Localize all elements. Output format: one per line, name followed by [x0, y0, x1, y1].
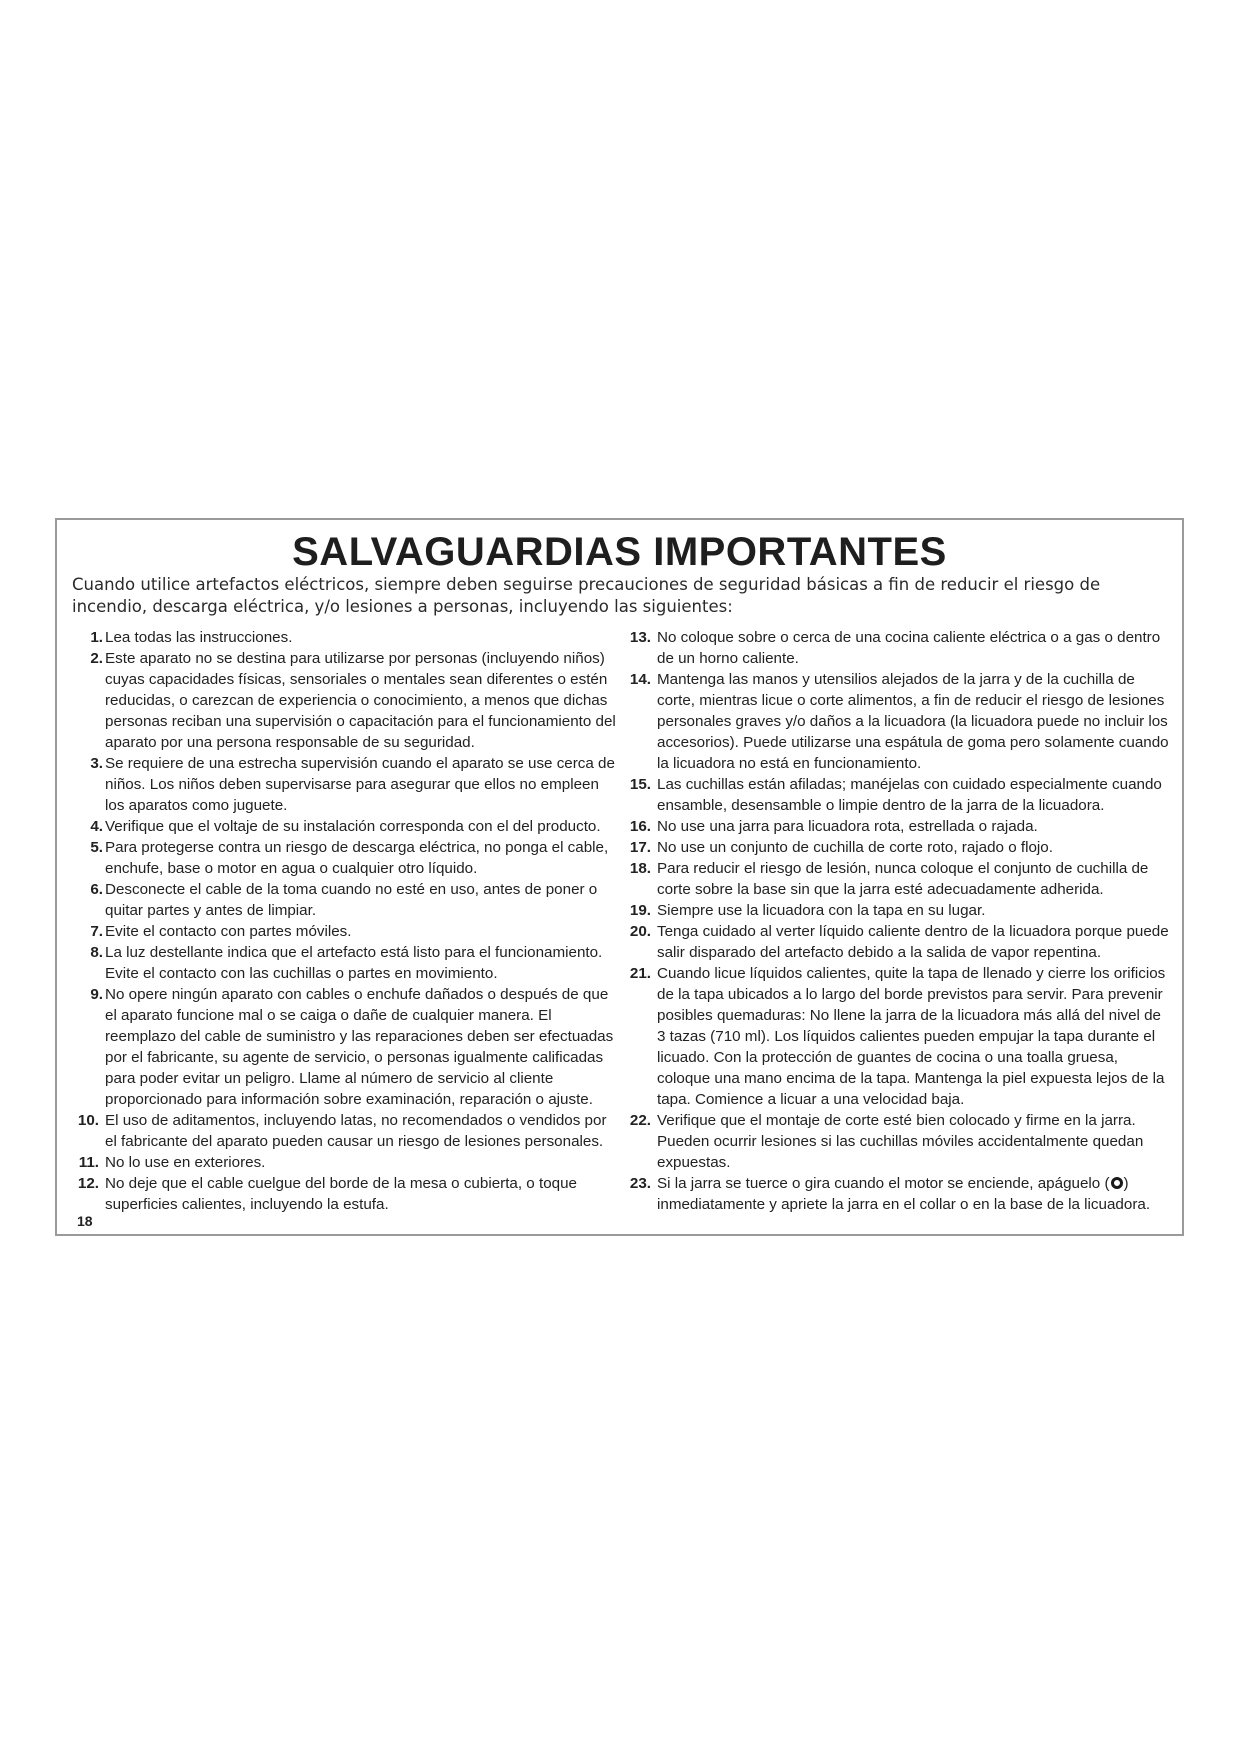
- item-text: La luz destellante indica que el artefacto está listo para el funcionamiento. Evite el contacto con las cuchillas o partes en movimiento.: [105, 944, 603, 982]
- list-item-6: [79, 879, 617, 921]
- item-text: Para protegerse contra un riesgo de descarga eléctrica, no ponga el cable, enchufe, base o motor en agua o cualquier otro líquido.: [105, 839, 609, 877]
- item-number: 17.: [629, 839, 651, 856]
- list-item-23: [631, 1173, 1171, 1215]
- list-item-3: [79, 753, 617, 816]
- left-instruction-list: [79, 627, 617, 1215]
- item-text: Verifique que el voltaje de su instalación corresponda con el del producto.: [105, 818, 601, 835]
- page-number: 18: [77, 1213, 93, 1229]
- item-number: 1.: [90, 629, 103, 646]
- list-item-20: [631, 921, 1171, 963]
- power-off-icon: [1111, 1177, 1123, 1189]
- item-text: Lea todas las instrucciones.: [105, 629, 293, 646]
- item-text: Desconecte el cable de la toma cuando no esté en uso, antes de poner o quitar partes y antes de limpiar.: [105, 881, 598, 919]
- item-text: No use una jarra para licuadora rota, estrellada o rajada.: [657, 818, 1038, 835]
- item-text: El uso de aditamentos, incluyendo latas, no recomendados o vendidos por el fabricante del aparato pueden causar un riesgo de lesiones personales.: [105, 1112, 607, 1150]
- item-number: 4.: [90, 818, 103, 835]
- item-text: Evite el contacto con partes móviles.: [105, 923, 352, 940]
- list-item-2: [79, 648, 617, 753]
- item-number: 22.: [629, 1112, 651, 1129]
- list-item-12: [79, 1173, 617, 1215]
- item-number: 13.: [629, 629, 651, 646]
- list-item-1: [79, 627, 617, 648]
- item-number: 7.: [90, 923, 103, 940]
- item-number: 15.: [629, 776, 651, 793]
- item-text: Se requiere de una estrecha supervisión cuando el aparato se use cerca de niños. Los niños deben supervisarse para asegurar que ellos no empleen los aparatos como juguete.: [105, 755, 615, 814]
- page-title: SALVAGUARDIAS IMPORTANTES: [292, 530, 947, 574]
- item-text: Mantenga las manos y utensilios alejados de la jarra y de la cuchilla de corte, mientras licue o corte alimentos, a fin de reducir el riesgo de lesiones personales graves y/o daños a la licuadora (la licuadora puede no incluir los accesorios). Puede utilizarse una espátula de goma pero solamente cuando la licuadora no está en funcionamiento.: [657, 671, 1169, 772]
- list-item-4: [79, 816, 617, 837]
- item-text: No use un conjunto de cuchilla de corte roto, rajado o flojo.: [657, 839, 1053, 856]
- item-text: Este aparato no se destina para utilizarse por personas (incluyendo niños) cuyas capacidades físicas, sensoriales o mentales sean diferentes o estén reducidas, o carezcan de experiencia o conocimiento, a menos que dichas personas reciban una supervisión o capacitación para el funcionamiento del aparato por una persona responsable de su seguridad.: [105, 650, 616, 751]
- item-number: 11.: [78, 1154, 99, 1171]
- item-text: Las cuchillas están afiladas; manéjelas con cuidado especialmente cuando ensamble, desensamble o limpie dentro de la jarra de la licuadora.: [657, 776, 1162, 814]
- item-number: 2.: [90, 650, 103, 667]
- item-text: Cuando licue líquidos calientes, quite la tapa de llenado y cierre los orificios de la tapa ubicados a lo largo del borde previstos para servir. Para prevenir posibles quemaduras: No llene la jarra de la licuadora más allá del nivel de 3 tazas (710 ml). Los líquidos calientes pueden empujar la tapa durante el licuado. Con la protección de guantes de cocina o una toalla gruesa, coloque una mano encima de la tapa. Mantenga la piel expuesta lejos de la tapa. Comience a licuar a una velocidad baja.: [657, 965, 1166, 1108]
- item-number: 10.: [77, 1112, 99, 1129]
- list-item-19: [631, 900, 1171, 921]
- item-number: 23.: [629, 1175, 651, 1192]
- item-number: 6.: [90, 881, 103, 898]
- item-text: No opere ningún aparato con cables o enchufe dañados o después de que el aparato funcione mal o se caiga o dañe de cualquier manera. El reemplazo del cable de suministro y las reparaciones deben ser efectuadas por el fabricante, su agente de servicio, o personas igualmente calificadas para poder evitar un peligro. Llame al número de servicio al cliente proporcionado para información sobre examinación, reparación o ajuste.: [105, 986, 614, 1108]
- list-item-22: [631, 1110, 1171, 1173]
- item-number: 12.: [77, 1175, 99, 1192]
- safeguards-panel: [55, 518, 1184, 1236]
- list-item-10: [79, 1110, 617, 1152]
- item-number: 18.: [629, 860, 651, 877]
- item-text-after: ) inmediatamente y apriete la jarra en el collar o en la base de la licuadora.: [657, 1175, 1151, 1213]
- item-text: No deje que el cable cuelgue del borde de la mesa o cubierta, o toque superficies calientes, incluyendo la estufa.: [105, 1175, 577, 1213]
- list-item-13: [631, 627, 1171, 669]
- list-item-8: [79, 942, 617, 984]
- item-text: Siempre use la licuadora con la tapa en su lugar.: [657, 902, 986, 919]
- item-number: 20.: [629, 923, 651, 940]
- intro-paragraph: Cuando utilice artefactos eléctricos, siempre deben seguirse precauciones de seguridad básicas a fin de reducir el riesgo de incendio, descarga eléctrica, y/o lesiones a personas, incluyendo las siguientes:: [72, 575, 1101, 616]
- item-number: 14.: [629, 671, 651, 688]
- item-text: Para reducir el riesgo de lesión, nunca coloque el conjunto de cuchilla de corte sobre la base sin que la jarra esté adecuadamente adherida.: [657, 860, 1149, 898]
- list-item-15: [631, 774, 1171, 816]
- list-item-9: [79, 984, 617, 1110]
- item-number: 16.: [629, 818, 651, 835]
- list-item-18: [631, 858, 1171, 900]
- list-item-11: [79, 1152, 617, 1173]
- item-text: No lo use en exteriores.: [105, 1154, 266, 1171]
- list-item-5: [79, 837, 617, 879]
- item-number: 9.: [90, 986, 103, 1003]
- list-item-21: [631, 963, 1171, 1110]
- list-item-14: [631, 669, 1171, 774]
- item-number: 5.: [90, 839, 103, 856]
- item-number: 3.: [90, 755, 103, 772]
- item-text: No coloque sobre o cerca de una cocina caliente eléctrica o a gas o dentro de un horno caliente.: [657, 629, 1161, 667]
- list-item-16: [631, 816, 1171, 837]
- item-number: 21.: [629, 965, 651, 982]
- item-text: Verifique que el montaje de corte esté bien colocado y firme en la jarra. Pueden ocurrir lesiones si las cuchillas móviles accidentalmente quedan expuestas.: [657, 1112, 1144, 1171]
- item-text: Tenga cuidado al verter líquido caliente dentro de la licuadora porque puede salir disparado del artefacto debido a la salida de vapor repentina.: [657, 923, 1169, 961]
- right-instruction-list: [631, 627, 1171, 1215]
- list-item-17: [631, 837, 1171, 858]
- item-number: 19.: [629, 902, 651, 919]
- item-text-before: Si la jarra se tuerce o gira cuando el motor se enciende, apáguelo (: [657, 1175, 1110, 1192]
- item-number: 8.: [90, 944, 103, 961]
- list-item-7: [79, 921, 617, 942]
